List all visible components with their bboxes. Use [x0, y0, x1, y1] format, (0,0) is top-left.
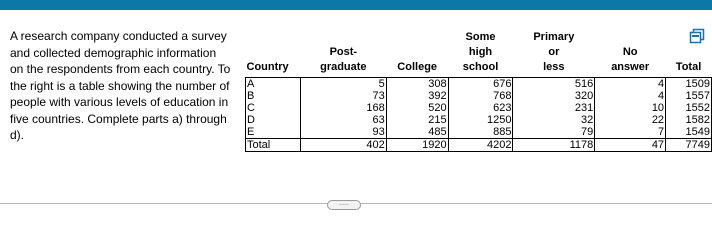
value-cell: 485	[386, 126, 448, 139]
country-cell: Total	[246, 139, 301, 152]
more-handle-icon[interactable]: .....	[327, 200, 361, 210]
value-cell: 73	[300, 90, 386, 102]
value-cell: 392	[386, 90, 448, 102]
value-cell: 520	[386, 102, 448, 114]
country-cell: B	[246, 90, 301, 102]
value-cell: 676	[448, 78, 513, 91]
value-cell: 168	[300, 102, 386, 114]
value-cell: 308	[386, 78, 448, 91]
header-primary-or-less: Primary or less	[533, 31, 575, 73]
value-cell: 7749	[666, 139, 712, 152]
education-table	[245, 23, 712, 152]
header-college: College	[397, 61, 438, 73]
country-cell: E	[246, 126, 301, 139]
value-cell: 231	[513, 102, 595, 114]
header-post-graduate: Post- graduate	[320, 46, 367, 73]
value-cell: 47	[595, 139, 666, 152]
value-cell: 320	[513, 90, 595, 102]
value-cell: 1552	[666, 102, 712, 114]
value-cell: 79	[513, 126, 595, 139]
value-cell: 1557	[666, 90, 712, 102]
value-cell: 1549	[666, 126, 712, 139]
value-cell: 7	[595, 126, 666, 139]
value-cell: 215	[386, 114, 448, 126]
value-cell: 5	[300, 78, 386, 91]
value-cell: 32	[513, 114, 595, 126]
value-cell: 4202	[448, 139, 513, 152]
table-row	[246, 78, 712, 91]
header-no-answer: No answer	[611, 46, 650, 73]
value-cell: 1582	[666, 114, 712, 126]
value-cell: 1509	[666, 78, 712, 91]
value-cell: 22	[595, 114, 666, 126]
value-cell: 10	[595, 102, 666, 114]
value-cell: 4	[595, 90, 666, 102]
copy-table-icon[interactable]	[689, 28, 705, 44]
value-cell: 63	[300, 114, 386, 126]
table-row	[246, 102, 712, 114]
value-cell: 516	[513, 78, 595, 91]
table-row	[246, 126, 712, 139]
value-cell: 1920	[386, 139, 448, 152]
question-text: A research company conducted a survey and collected demographic information on the respondents from each country. To the right is a table showing the number of people with various levels of education in five countries. Complete parts a) through d).	[10, 29, 231, 142]
table-row	[246, 114, 712, 126]
header-total: Total	[675, 61, 702, 73]
value-cell: 1250	[448, 114, 513, 126]
table-total-row	[246, 139, 712, 152]
value-cell: 402	[300, 139, 386, 152]
value-cell: 885	[448, 126, 513, 139]
table-row	[246, 90, 712, 102]
country-cell: A	[246, 78, 301, 91]
value-cell: 1178	[513, 139, 595, 152]
table-header-row	[246, 23, 712, 78]
table-body	[246, 78, 712, 152]
country-cell: D	[246, 114, 301, 126]
country-cell: C	[246, 102, 301, 114]
value-cell: 4	[595, 78, 666, 91]
top-banner	[0, 0, 712, 10]
header-some-high-school: Some high school	[462, 31, 499, 73]
value-cell: 93	[300, 126, 386, 139]
header-country: Country	[246, 61, 289, 73]
value-cell: 768	[448, 90, 513, 102]
value-cell: 623	[448, 102, 513, 114]
